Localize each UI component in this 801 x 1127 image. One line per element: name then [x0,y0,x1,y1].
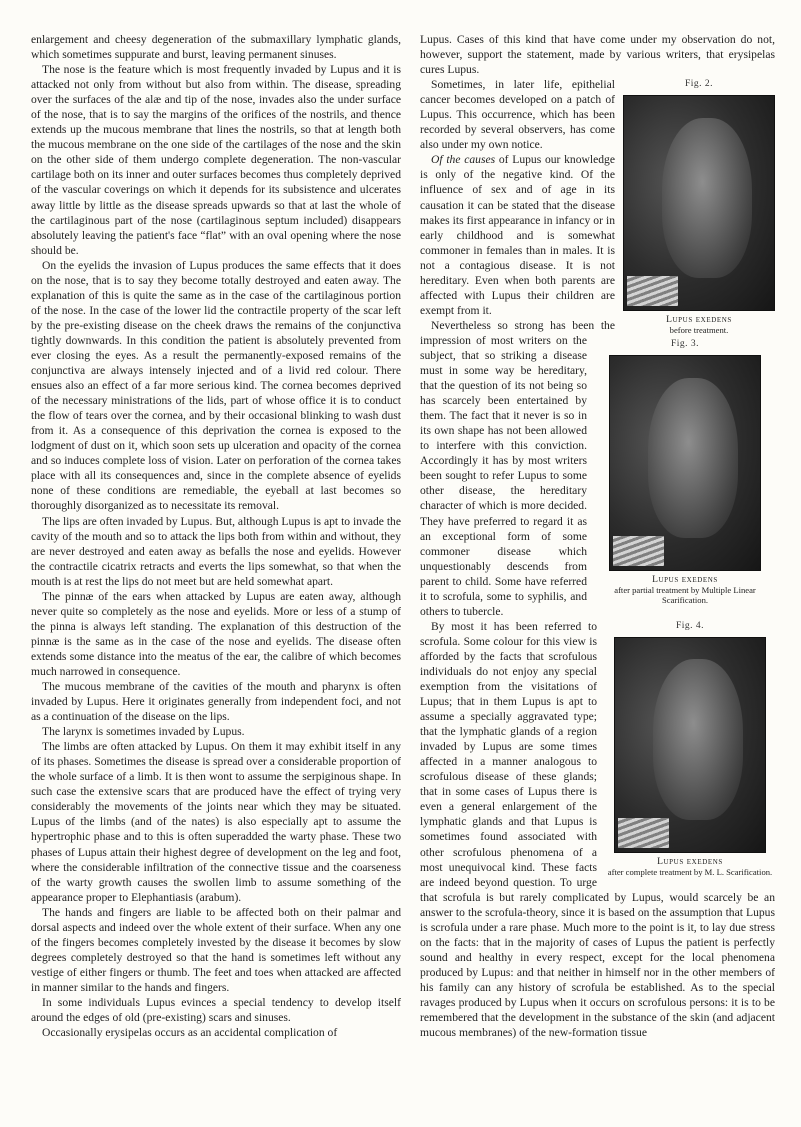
paragraph: On the eyelids the invasion of Lupus produces the same effects that it does on the nose, that is to say they become totally destroyed and eaten away. The explanation of this is quite the same as in the case of the cartilaginous portion of the nose. In the case of the lower lid the contractile property of the scar left by the pre-existing disease on the cheek draws the remains of the conjunctiva tightly downwards. In this condition the patient is absolutely prevented from ever closing the eyes. As a result the permanently-exposed remains of the conjunctiva are always intensely injected and of a livid red colour. There ensues also an effect of a far more serious kind. The cornea becomes deprived of the necessary ministrations of the lids, part of whose office it is to conduct the flow of tears over the cornea, and by their occasional blinking to wash dust from it. As a consequence of this deprivation the cornea is exposed to the lodgment of dust on it, which soon sets up ulceration and opacity of the cornea and so induces complete loss of vision. Later on perforation of the cornea takes place with all its consequences and, since in the complete absence of eyelids none of these conditions are remediable, the eyeball at last becomes so thoroughly disorganized as to necessitate its removal. [31,258,401,513]
emphasis: Of the causes [431,153,496,167]
figure-photo [614,637,766,853]
face-shading [662,118,752,279]
collar-shading [627,276,678,306]
paragraph: The hands and fingers are liable to be affected both on their palmar and dorsal aspects and indeed over the whole extent of their surface. When any one of the fingers becomes completely invested by the disease it becomes by slow degrees completely destroyed so that the hand is sometimes left without any vestige of either fingers or thumb. The feet and toes when attacked are affected in manner similar to the hands and fingers. [31,905,401,994]
paragraph: The pinnæ of the ears when attacked by Lupus are eaten away, although never quite so completely as the nose and eyelids. More or less of a stump of the pinna is always left standing. The explanation of this destruction of the pinnæ is the same as in the case of the nose and eyelids. The disease often extends some distance into the meatus of the ear, the calibre of which becomes much narrowed in consequence. [31,589,401,678]
paragraph: Nevertheless so strong has been the impression of most writers on the subject, that so striking a disease must in some way be hereditary, that the question of its not being so has scarcely been entertained by them. The fact that it never is so in its own shape has not been allowed to interfere with this conviction. Accordingly it has by most writers been sought to refer Lupus to some other disease, the hereditary character of which is more decided. They have preferred to regard it as an exceptional form of some commoner disease which unquestionably descends from parent to child. Some have referred it to scrofula, some to syphilis, and others to tubercle. [420,318,615,618]
paragraph: The mucous membrane of the cavities of the mouth and pharynx is often invaded by Lupus. Here it originates generally from independent foci, and not as a continuation of the disease on the lips. [31,680,401,724]
paragraph: Lupus. Cases of this kind that have come under my observation do not, however, support the statement, made by various writers, that erysipelas cures Lupus. [420,33,775,77]
figure-4 [605,619,775,877]
right-column [420,32,775,1040]
paragraph: The lips are often invaded by Lupus. But, although Lupus is apt to invade the cavity of the mouth and so to attack the lips both from within and without, they are never destroyed and eaten away as befalls the nose and eyelids. However the contractile cicatrix retracts and everts the lips somewhat, so that when the mouth is at rest the lips do not meet but are held somewhat apart. [31,514,401,588]
figure-2 [623,77,775,335]
paragraph-text: of Lupus our knowledge is only of the negative kind. Of the influence of sex and of age in its causation it can be stated that the disease makes its first appearance in infancy or in early childhood and is somewhat commoner in females than in males. It is not a contagious disease. It is not hereditary. Even when both parents are affected with Lupus their children are exempt from it. [420,153,615,317]
figure-caption [605,857,775,877]
left-column [31,32,401,1040]
collar-shading [613,536,664,566]
paragraph: The nose is the feature which is most frequently invaded by Lupus and it is attacked not only from without but also from within. The disease, spreading over the surfaces of the alæ and tip of the nose, invades also the under surface of the nose, that is to say the margins of the orifices of the nostrils, and thence extends up the mucous membrane that lines the nostrils, so that at length both the mucous membrane on the one side of the cartilages of the nose and the skin on the other side of them undergo complete degeneration. The non-vascular cartilage both on its inner and outer surfaces becomes thus completely deprived of the vascular coverings on which it depends for its subsistence and ulcerates away little by little as the disease spreads upwards so that at last the whole of the cartilaginous part of the nose (cartilaginous septum included) disappears absolutely leaving the patient's face “flat” with an oval opening where the nose should be. [31,63,401,257]
collar-shading [618,818,669,848]
paragraph: Sometimes, in later life, epithelial cancer becomes developed on a patch of Lupus. This occurrence, which has been recorded by several observers, has come also under my own notice. [420,78,615,152]
paragraph: In some individuals Lupus evinces a special tendency to develop itself around the edges of old (pre-existing) scars and sinuses. [31,996,401,1025]
caption-subtitle: before treatment. [669,325,729,336]
paragraph: Occasionally erysipelas occurs as an accidental complication of [42,1026,338,1040]
face-shading [648,378,738,539]
figure-3 [595,337,775,605]
paragraph: The limbs are often attacked by Lupus. On them it may exhibit itself in any of its phases. Sometimes the disease is spread over a considerable proportion of the whole surface of a limb. It is then wont to assume the serpiginous shape. In such case the extensive scars that are produced have the effect of trying very considerably the movements of the joints near which they may be situated. Lupus of the limbs (and of the nates) is also especially apt to assume the hypertrophic phase and to this is often superadded the warty phase. These two phases of Lupus attain their highest degree of development on the leg and foot, where the considerable infiltration of the connective tissue and the coarseness of the warty growth causes the swollen limb to assume something of the appearance proper to Elephantiasis (arabum). [31,740,401,904]
figure-label: Fig. 2. [684,79,714,90]
paragraph: enlargement and cheesy degeneration of the submaxillary lymphatic glands, which sometimes suppurate and burst, leaving permanent sinuses. [31,33,401,62]
face-shading [653,659,743,820]
caption-title: Lupus exedens [657,856,723,867]
figure-photo [609,355,761,571]
figure-label: Fig. 3. [670,339,700,350]
figure-caption [595,575,775,605]
paragraph: The larynx is sometimes invaded by Lupus. [42,725,245,739]
caption-title: Lupus exedens [652,575,718,586]
paragraph: By most it has been referred to scrofula. Some colour for this view is afforded by the facts that scrofulous individuals do not enjoy any special exemption from the visitations of Lupus; that in them Lupus is apt to assume a specially aggravated type; that the lymphatic glands of a region invaded by Lupus are some times affected in a manner analogous to scrofulous disease of these glands; that in some cases of Lupus there is even a general enlargement of the lymphatic glands and that Lupus is sometimes found associated with other scrofulous phenomena of a most unequivocal kind. These facts are indeed beyond question. To urge that scrofula is but rarely complicated by Lupus, would scarcely be an answer to the scrofula-theory, since it is based on the assumption that Lupus is scrofula under a rare phase. Much more to the point is it, to lay due stress on the facts: that in the majority of cases of Lupus the patient is perfectly sound and healthy in every respect, except for the local phenomena produced by Lupus: and that neither in himself nor in the other members of his family can any history of scrofula be established. As to the special ravages produced by Lupus when it occurs on scrofulous persons: it is to be remembered that the development in the substance of the skin (and adjacent mucous membranes) of the new-formation tissue [420,619,775,1040]
caption-subtitle: after complete treatment by M. L. Scarification. [607,866,773,877]
figure-photo [623,95,775,311]
caption-title: Lupus exedens [666,315,732,326]
figure-caption [623,315,775,335]
caption-subtitle: after partial treatment by Multiple Linear Scarification. [614,585,756,606]
figure-label: Fig. 4. [675,620,705,631]
